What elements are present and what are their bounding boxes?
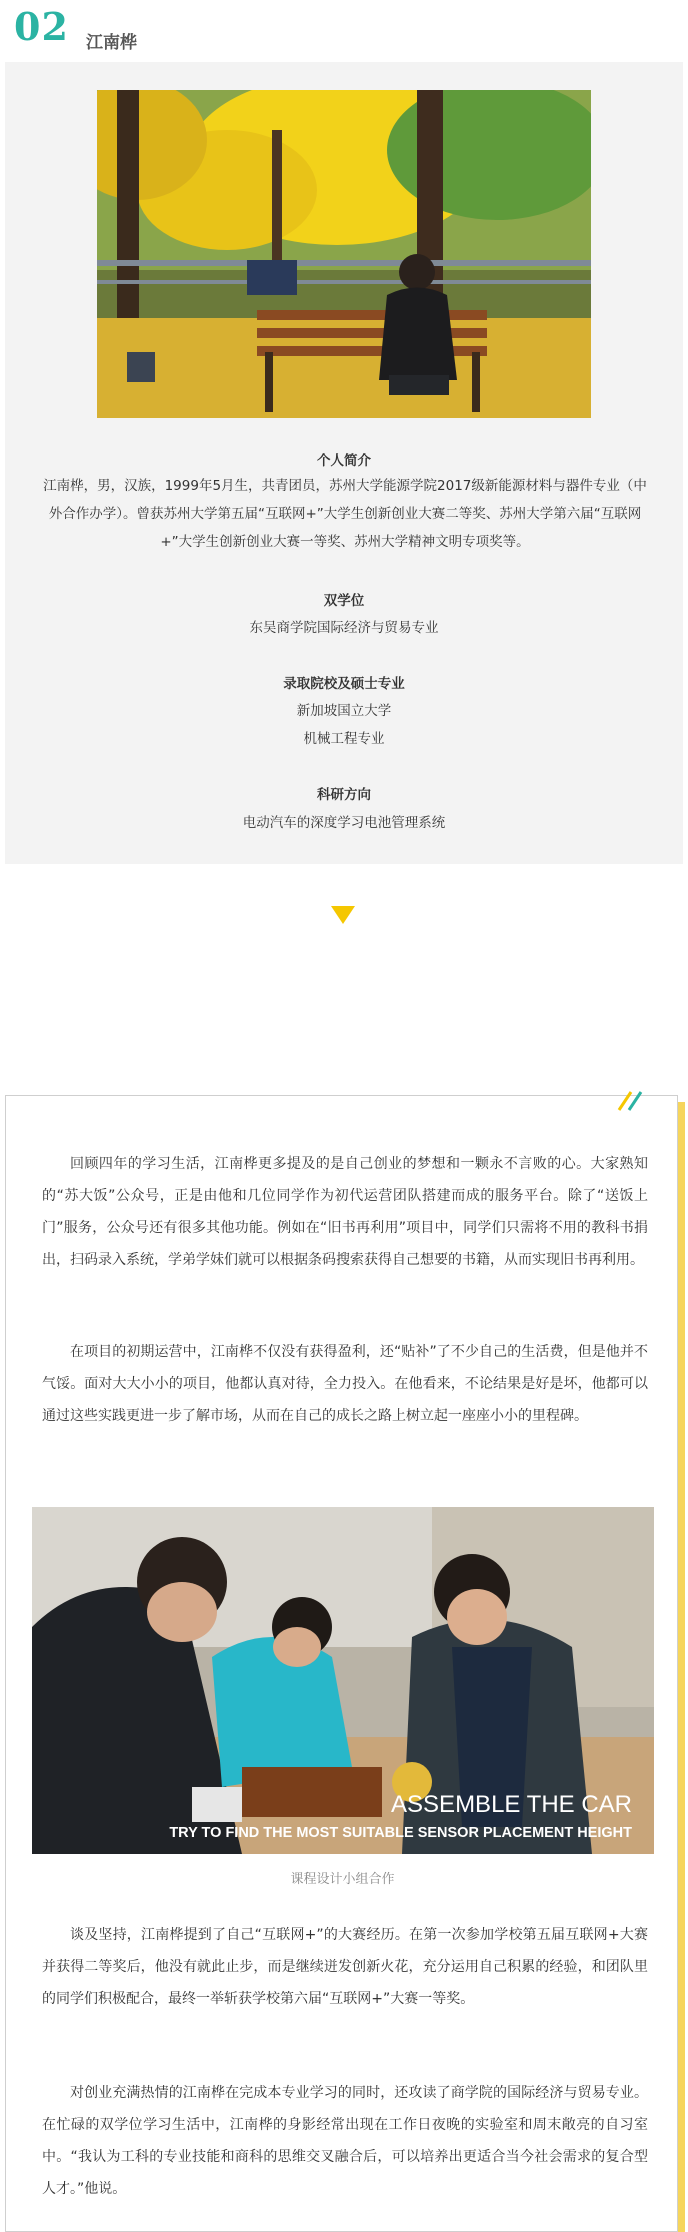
admission-school: 新加坡国立大学: [296, 703, 392, 719]
profile-card: [5, 62, 683, 864]
article-paragraph-1: 回顾四年的学习生活，江南桦更多提及的是自己创业的梦想和一颗永不言败的心。大家熟知的“苏大饭”公众号，正是由他和几位同学作为初代运营团队搭建而成的服务平台。除了“送饭上门”服务，公众号还有很多其他功能。例如在“旧书再利用”项目中，同学们只需将不用的教科书捐出，扫码录入系统，学弟学妹们就可以根据条码搜索获得自己想要的书籍，从而实现旧书再利用。: [42, 1156, 648, 1268]
admission-major: 机械工程专业: [303, 731, 385, 747]
portrait-photo: [97, 90, 591, 418]
research-title: 科研方向: [317, 787, 371, 803]
person-name: 江南桦: [86, 33, 137, 53]
photo-caption: 课程设计小组合作: [290, 1872, 395, 1887]
photo-overlay-line2: TRY TO FIND THE MOST SUITABLE SENSOR PLACEMENT HEIGHT: [169, 1825, 632, 1841]
article-paragraph-2: 在项目的初期运营中，江南桦不仅没有获得盈利，还“贴补”了不少自己的生活费，但是他并不气馁。面对大大小小的项目，他都认真对待，全力投入。在他看来，不论结果是好是坏，他都可以通过这些实践更进一步了解市场，从而在自己的成长之路上树立起一座座小小的里程碑。: [42, 1344, 648, 1424]
article-frame: [5, 1095, 678, 2232]
double-degree-value: 东吴商学院国际经济与贸易专业: [249, 620, 439, 636]
corner-stripes-icon: [615, 1090, 647, 1112]
article-paragraph-4: 对创业充满热情的江南桦在完成本专业学习的同时，还攻读了商学院的国际经济与贸易专业。在忙碌的双学位学习生活中，江南桦的身影经常出现在工作日夜晚的实验室和周末敞亮的自习室中。“我认为工科的专业技能和商科的思维交叉融合后，可以培养出更适合当今社会需求的复合型人才。”他说。: [42, 2085, 648, 2197]
admission-title: 录取院校及硕士专业: [283, 676, 405, 692]
article-paragraph-3: 谈及坚持，江南桦提到了自己“互联网+”的大赛经历。在第一次参加学校第五届互联网+大赛并获得二等奖后，他没有就此止步，而是继续迸发创新火花，充分运用自己积累的经验，和团队里的同学们积极配合，最终一举斩获学校第六届“互联网+”大赛一等奖。: [42, 1927, 648, 2007]
down-arrow-icon: [331, 906, 355, 924]
bio-title: 个人简介: [317, 453, 371, 469]
section-number: 02: [14, 4, 69, 49]
bio-text: 江南桦，男，汉族，1999年5月生，共青团员，苏州大学能源学院2017级新能源材料与器件专业（中外合作办学）。曾获苏州大学第五届“互联网+”大学生创新创业大赛二等奖、苏州大学第六届“互联网+”大学生创新创业大赛一等奖、苏州大学精神文明专项奖等。: [43, 478, 647, 550]
photo-overlay-line1: ASSEMBLE THE CAR: [391, 1791, 632, 1818]
team-photo: [32, 1507, 654, 1854]
research-value: 电动汽车的深度学习电池管理系统: [242, 815, 446, 831]
double-degree-title: 双学位: [323, 593, 365, 609]
